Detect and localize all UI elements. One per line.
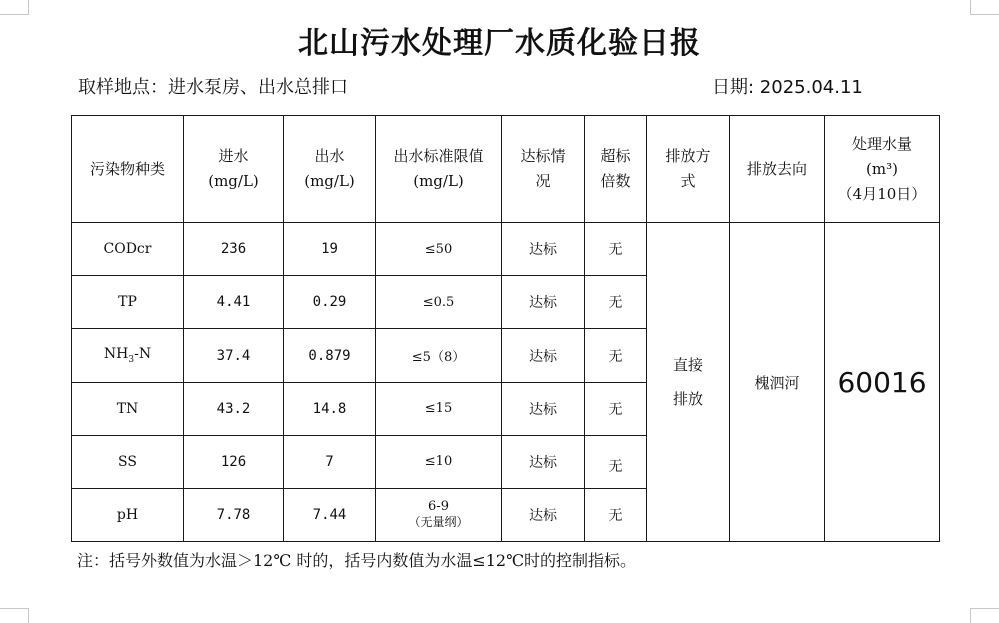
limit-note: （无量纲）	[408, 514, 469, 529]
pollutant-name: TN	[72, 382, 184, 435]
table-header-row	[72, 116, 940, 223]
pollutant-name: pH	[72, 488, 184, 541]
influent-value: 43.2	[184, 382, 284, 435]
limit-value: ≤5（8）	[376, 329, 502, 382]
header-pollutant: 污染物种类	[72, 116, 184, 223]
pollutant-name: $NH_3-N$	[72, 329, 184, 382]
effluent-value: 7	[284, 435, 376, 488]
sample-location: 取样地点：进水泵房、出水总排口	[78, 77, 348, 98]
effluent-value: 7.44	[284, 488, 376, 541]
page-corner-top-right	[970, 0, 999, 15]
influent-value: 126	[184, 435, 284, 488]
exceed-multiple: 无	[585, 276, 647, 329]
treated-volume: 60016	[825, 223, 940, 542]
table-row	[72, 223, 940, 276]
header-limit: 出水标准限值 (mg/L)	[376, 116, 502, 223]
exceed-multiple: 无	[585, 223, 647, 276]
influent-value: 4.41	[184, 276, 284, 329]
page-corner-bottom-left	[0, 608, 29, 623]
header-exceed-multiple: 超标倍数	[585, 116, 647, 223]
influent-value: 236	[184, 223, 284, 276]
header-volume: 处理水量 (m³) （4月10日）	[825, 116, 940, 223]
header-influent: 进水 (mg/L)	[184, 116, 284, 223]
header-discharge-destination: 排放去向	[730, 116, 825, 223]
compliance-status: 达标	[502, 382, 585, 435]
discharge-destination: 槐泗河	[730, 223, 825, 542]
limit-value: ≤15	[376, 382, 502, 435]
limit-value: 6-9 （无量纲）	[376, 488, 502, 541]
effluent-value: 0.879	[284, 329, 376, 382]
exceed-multiple: 无	[585, 488, 647, 541]
influent-value: 37.4	[184, 329, 284, 382]
discharge-mode: 直接 排放	[647, 223, 730, 542]
footnote: 注：括号外数值为水温＞12℃ 时的，括号内数值为水温≤12℃时的控制指标。	[77, 551, 637, 570]
limit-value: ≤10	[376, 435, 502, 488]
page-corner-top-left	[0, 0, 29, 15]
limit-value: ≤0.5	[376, 276, 502, 329]
effluent-value: 14.8	[284, 382, 376, 435]
exceed-multiple: 无	[585, 435, 647, 488]
pollutant-name: CODcr	[72, 223, 184, 276]
effluent-value: 0.29	[284, 276, 376, 329]
compliance-status: 达标	[502, 488, 585, 541]
header-discharge-mode: 排放方式	[647, 116, 730, 223]
report-date: 日期: 2025.04.11	[712, 77, 863, 98]
page-corner-bottom-right	[970, 608, 999, 623]
header-effluent: 出水 (mg/L)	[284, 116, 376, 223]
pollutant-name: SS	[72, 435, 184, 488]
compliance-status: 达标	[502, 435, 585, 488]
compliance-status: 达标	[502, 329, 585, 382]
report-title: 北山污水处理厂水质化验日报	[298, 26, 701, 61]
exceed-multiple: 无	[585, 382, 647, 435]
effluent-value: 19	[284, 223, 376, 276]
influent-value: 7.78	[184, 488, 284, 541]
compliance-status: 达标	[502, 276, 585, 329]
compliance-status: 达标	[502, 223, 585, 276]
header-compliance: 达标情况	[502, 116, 585, 223]
water-quality-table	[71, 115, 940, 542]
limit-value: ≤50	[376, 223, 502, 276]
pollutant-name: TP	[72, 276, 184, 329]
exceed-multiple: 无	[585, 329, 647, 382]
